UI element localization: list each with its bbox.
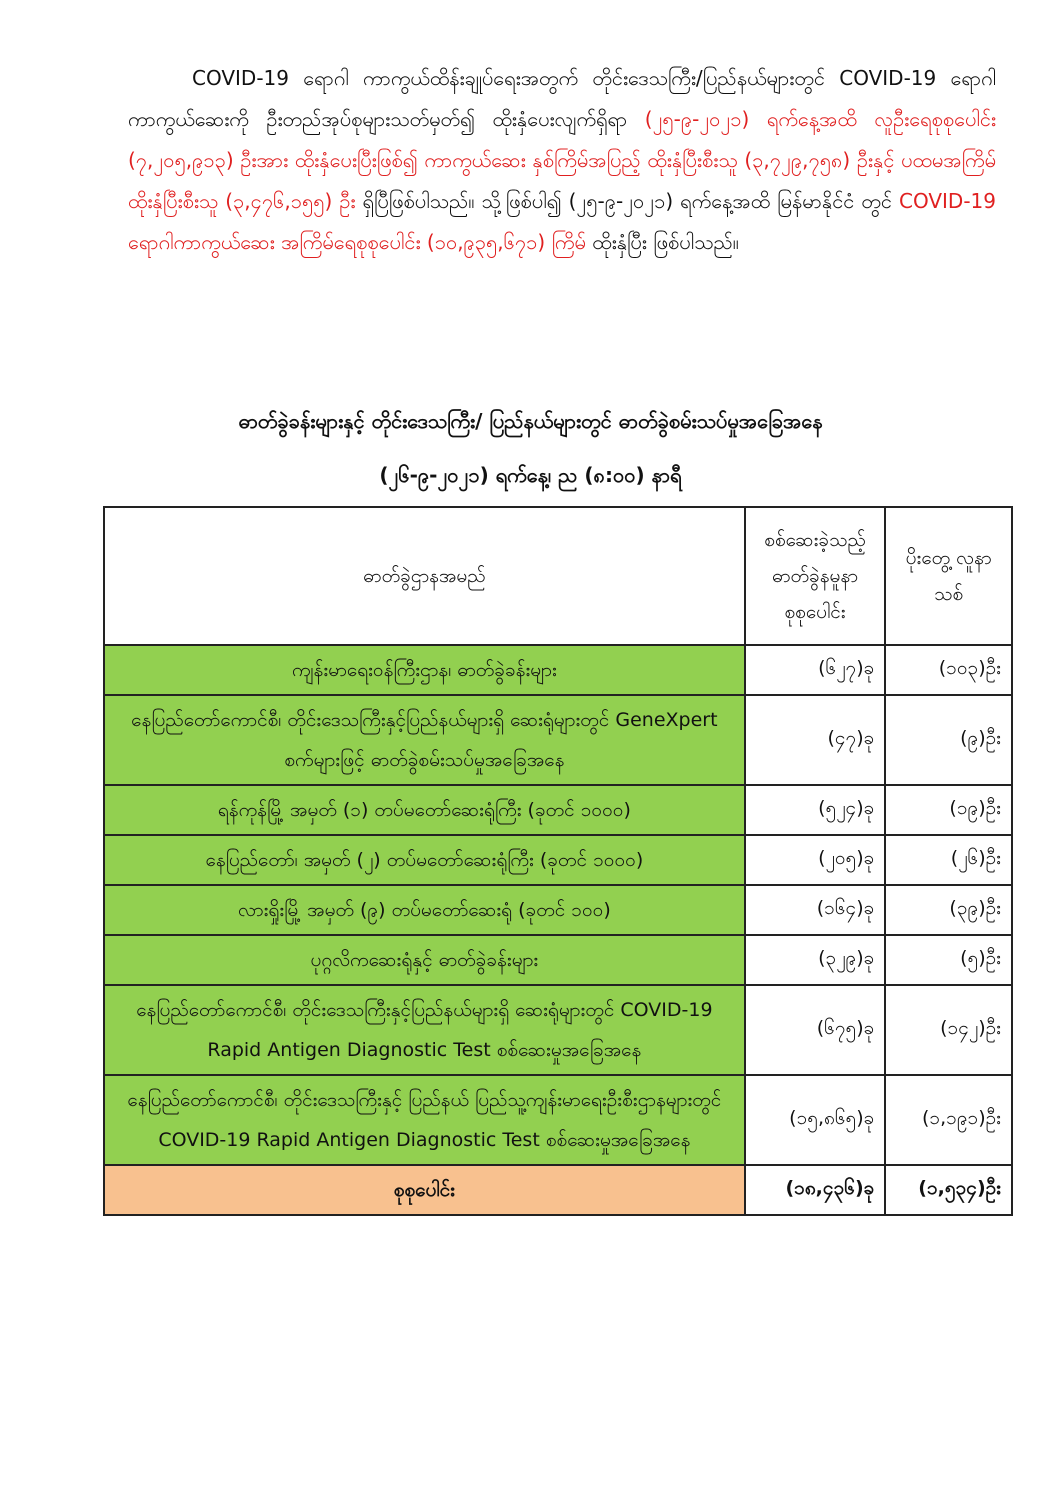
lab-name: လားရှိုးမြို့ အမှတ် (၉) တပ်မတော်ဆေးရုံ (ခုတင် ၁၀၀) (104, 885, 745, 935)
samples-tested: (၃၂၉)ခု (745, 935, 886, 985)
total-label: စုစုပေါင်း (104, 1165, 745, 1215)
table-row (104, 835, 1012, 885)
lab-name: ကျန်းမာရေးဝန်ကြီးဌာန၊ ဓာတ်ခွဲခန်းများ (104, 645, 745, 695)
new-positive: (၁၉)ဦး (885, 785, 1012, 835)
table-row (104, 985, 1012, 1075)
table-header-row (104, 507, 1012, 645)
new-positive: (၅)ဦး (885, 935, 1012, 985)
table-date: (၂၆-၉-၂၀၂၁) ရက်နေ့၊ ည (၈:၀၀) နာရီ (379, 463, 682, 487)
lab-name: နေပြည်တော်၊ အမှတ် (၂) တပ်မတော်ဆေးရုံကြီး (ခုတင် ၁၀၀၀) (104, 835, 745, 885)
table-row (104, 785, 1012, 835)
lab-name: နေပြည်တော်ကောင်စီ၊ တိုင်းဒေသကြီးနှင့်ပြည်နယ်များရှိ ဆေးရုံများတွင် GeneXpert စက်များဖြင့် ဓာတ်ခွဲစမ်းသပ်မှုအခြေအနေ (104, 695, 745, 785)
lab-testing-table (103, 506, 1013, 1216)
new-positive: (၁,၁၉၁)ဦး (885, 1075, 1012, 1165)
new-positive: (၁၄၂)ဦး (885, 985, 1012, 1075)
summary-total-doses: COVID-19 ရောဂါကာကွယ်ဆေး အကြိမ်ရေစုစုပေါင်း (၁၀,၉၃၅,၆၇၁) ကြိမ် (128, 189, 996, 254)
table-row (104, 695, 1012, 785)
total-samples-tested: (၁၈,၄၃၆)ခု (745, 1165, 886, 1215)
samples-tested: (၂၀၅)ခု (745, 835, 886, 885)
table-row (104, 1075, 1012, 1165)
summary-vaccination-figures: (၂၅-၉-၂၀၂၁) ရက်နေ့အထိ လူဦးရေစုစုပေါင်း (၇,၂၀၅,၉၁၃) ဦးအား ထိုးနှံပေးပြီးဖြစ်၍ ကာကွယ်ဆေး နှစ်ကြိမ်အပြည့် ထိုးနှံပြီးစီးသူ (၃,၇၂၉,၇၅၈) ဦးနှင့် ပထမအကြိမ် ထိုးနှံပြီးစီးသူ (၃,၄၇၆,၁၅၅) ဦး (128, 107, 996, 213)
lab-name: နေပြည်တော်ကောင်စီ၊ တိုင်းဒေသကြီးနှင့် ပြည်နယ် ပြည်သူ့ကျန်းမာရေးဦးစီးဌာနများတွင် COVID-19 Rapid Antigen Diagnostic Test စစ်ဆေးမှုအခြေအနေ (104, 1075, 745, 1165)
header-new-positive: ပိုးတွေ့ လူနာသစ် (885, 507, 1012, 645)
summary-text-end: ထိုးနှံပြီး ဖြစ်ပါသည်။ (585, 230, 739, 254)
new-positive: (၃၉)ဦး (885, 885, 1012, 935)
table-row (104, 885, 1012, 935)
samples-tested: (၅၂၄)ခု (745, 785, 886, 835)
summary-text-middle: ရှိပြီဖြစ်ပါသည်။ သို့ဖြစ်ပါ၍ (၂၅-၉-၂၀၂၁) ရက်နေ့အထိ မြန်မာနိုင်ငံ တွင် (355, 189, 899, 213)
summary-paragraph (128, 58, 996, 263)
table-title: ဓာတ်ခွဲခန်းများနှင့် တိုင်းဒေသကြီး/ ပြည်နယ်များတွင် ဓာတ်ခွဲစမ်းသပ်မှုအခြေအနေ (238, 409, 823, 433)
new-positive: (၉)ဦး (885, 695, 1012, 785)
header-samples-tested: စစ်ဆေးခဲ့သည့် ဓာတ်ခွဲနမူနာ စုစုပေါင်း (745, 507, 886, 645)
table-row (104, 935, 1012, 985)
header-lab-name: ဓာတ်ခွဲဌာနအမည် (104, 507, 745, 645)
samples-tested: (၄၇)ခု (745, 695, 886, 785)
samples-tested: (၁၅,၈၆၅)ခု (745, 1075, 886, 1165)
summary-text-intro: COVID-19 ရောဂါ ကာကွယ်ထိန်းချုပ်ရေးအတွက် တိုင်းဒေသကြီး/ပြည်နယ်များတွင် COVID-19 ရောဂါကာကွယ်ဆေးကို ဦးတည်အုပ်စုများသတ်မှတ်၍ ထိုးနှံပေးလျက်ရှိရာ (128, 66, 996, 131)
table-total-row (104, 1165, 1012, 1215)
total-new-positive: (၁,၅၃၄)ဦး (885, 1165, 1012, 1215)
samples-tested: (၆၇၅)ခု (745, 985, 886, 1075)
lab-name: ရန်ကုန်မြို့ အမှတ် (၁) တပ်မတော်ဆေးရုံကြီး (ခုတင် ၁၀၀၀) (104, 785, 745, 835)
new-positive: (၂၆)ဦး (885, 835, 1012, 885)
samples-tested: (၁၆၄)ခု (745, 885, 886, 935)
new-positive: (၁၀၃)ဦး (885, 645, 1012, 695)
samples-tested: (၆၂၇)ခု (745, 645, 886, 695)
lab-name: နေပြည်တော်ကောင်စီ၊ တိုင်းဒေသကြီးနှင့်ပြည်နယ်များရှိ ဆေးရုံများတွင် COVID-19 Rapid Antigen Diagnostic Test စစ်ဆေးမှုအခြေအနေ (104, 985, 745, 1075)
lab-name: ပုဂ္ဂလိကဆေးရုံနှင့် ဓာတ်ခွဲခန်းများ (104, 935, 745, 985)
table-row (104, 645, 1012, 695)
